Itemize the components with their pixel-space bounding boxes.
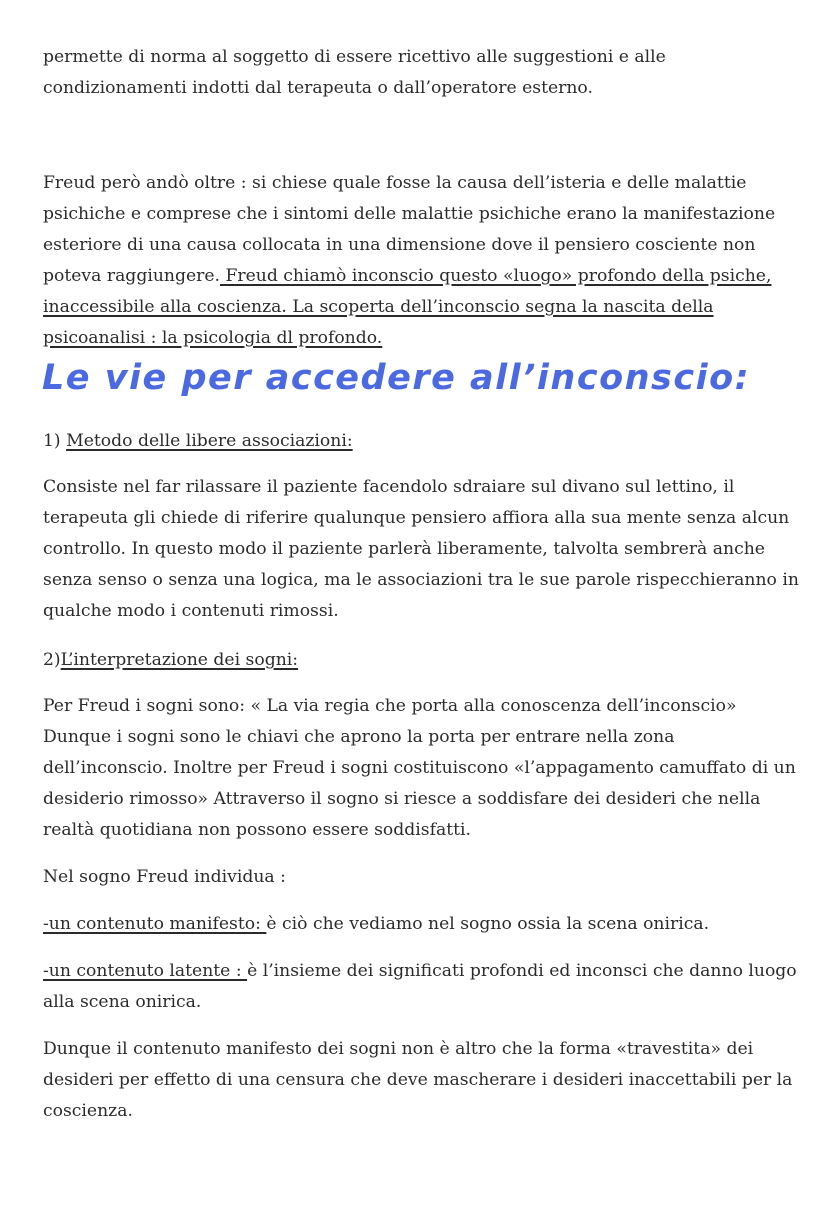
method1-number: 1) [43, 431, 67, 451]
method1-body: Consiste nel far rilassare il paziente facendolo sdraiare sul divano sul lettino, il terapeuta gli chiede di riferire qualunque pensiero affiora alla sua mente senza alcun controllo. In questo modo il paziente parlerà liberamente, talvolta sembrerà anche senza senso o senza una logica, ma le associazioni tra le sue parole rispecchieranno in qualche modo i contenuti rimossi. [43, 477, 799, 621]
method2-number: 2) [43, 650, 61, 670]
freud-plain-text: Freud però andò oltre : si chiese quale fosse la causa dell’isteria e delle malattie psichiche e comprese che i sintomi delle malattie psichiche erano la manifestazione esteriore di una causa collocata in una dimensione dove il pensiero cosciente non poteva raggiungere. [43, 173, 776, 286]
freud-paragraph [43, 168, 803, 354]
method2-body: Per Freud i sogni sono: « La via regia che porta alla conoscenza dell’inconscio» Dunque i sogni sono le chiavi che aprono la porta per entrare nella zona dell’inconscio. Inoltre per Freud i sogni costituiscono «l’appagamento camuffato di un desiderio rimosso» Attraverso il sogno si riesce a soddisfare dei desideri che nella realtà quotidiana non possono essere soddisfatti. [43, 696, 796, 840]
manifesto-item [43, 909, 803, 940]
latente-label: -un contenuto latente : [43, 961, 248, 981]
intro-paragraph: permette di norma al soggetto di essere ricettivo alle suggestioni e alle condizionamenti indotti dal terapeuta o dall’operatore esterno. [43, 47, 666, 98]
latente-item [43, 956, 803, 1018]
manifesto-text: è ciò che vediamo nel sogno ossia la scena onirica. [266, 914, 710, 934]
sogno-intro: Nel sogno Freud individua : [43, 867, 286, 887]
section-heading: Le vie per accedere all’inconscio: [42, 358, 751, 398]
method2-title-text: L’interpretazione dei sogni: [60, 650, 299, 670]
method1-title-text: Metodo delle libere associazioni: [66, 431, 353, 451]
latente-text: è l’insieme dei significati profondi ed inconsci che danno luogo alla scena onirica. [43, 961, 797, 1012]
conclusion-paragraph: Dunque il contenuto manifesto dei sogni non è altro che la forma «travestita» dei desideri per effetto di una censura che deve mascherare i desideri inaccettabili per la coscienza. [43, 1039, 793, 1121]
method2-title [43, 645, 298, 676]
freud-underlined-text: Freud chiamò inconscio questo «luogo» profondo della psiche, inaccessibile alla coscienza. La scoperta dell’inconscio segna la nascita della psicoanalisi : la psicologia dl profondo. [43, 266, 772, 348]
method1-title [43, 426, 353, 457]
manifesto-label: -un contenuto manifesto: [43, 914, 267, 934]
